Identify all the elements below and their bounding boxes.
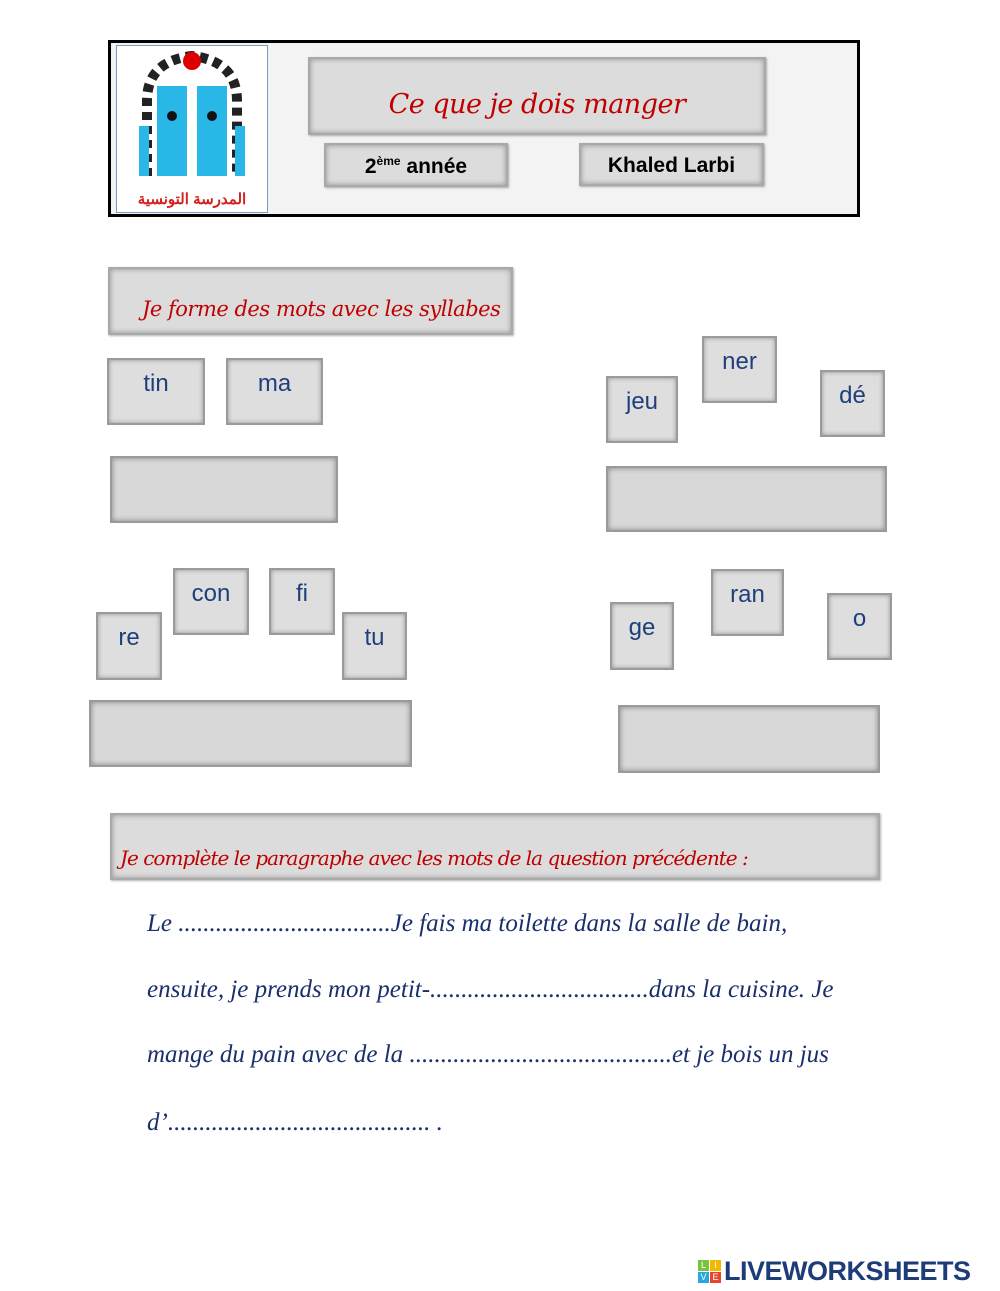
syllable-tile[interactable]: ma bbox=[226, 358, 323, 425]
grade-word: année bbox=[406, 155, 468, 178]
author-box bbox=[579, 143, 764, 186]
syllable-tile[interactable]: ran bbox=[711, 569, 784, 636]
syllable-tile[interactable]: tin bbox=[107, 358, 205, 425]
badge-letter: I bbox=[710, 1260, 721, 1271]
answer-drop-zone[interactable] bbox=[110, 456, 338, 523]
answer-drop-zone[interactable] bbox=[606, 466, 887, 532]
brand-name: LIVEWORKSHEETS bbox=[724, 1256, 971, 1286]
line-text: mange du pain avec de la bbox=[147, 1041, 410, 1068]
worksheet-title: Ce que je dois manger bbox=[388, 89, 686, 120]
paragraph-line bbox=[147, 910, 787, 938]
title-box bbox=[308, 57, 766, 135]
answer-drop-zone[interactable] bbox=[618, 705, 880, 773]
syllable-tile[interactable]: tu bbox=[342, 612, 407, 680]
badge-letter: V bbox=[698, 1272, 709, 1283]
author-name: Khaled Larbi bbox=[607, 154, 736, 177]
syllable-tile[interactable]: o bbox=[827, 593, 892, 660]
blank-field[interactable]: .................................. bbox=[178, 910, 391, 937]
grade-number: 2 bbox=[364, 155, 377, 178]
line-text: et je bois un jus bbox=[671, 1041, 829, 1068]
badge-letter: E bbox=[710, 1272, 721, 1283]
door-logo-icon bbox=[117, 46, 267, 186]
logo-text: المدرسة التونسية bbox=[137, 191, 247, 208]
school-logo bbox=[116, 45, 268, 213]
syllable-tile[interactable]: jeu bbox=[606, 376, 678, 443]
live-badge-icon bbox=[698, 1260, 721, 1283]
section2-title-box bbox=[110, 813, 880, 880]
blank-field[interactable]: ................................... bbox=[430, 976, 649, 1003]
line-text: dans la cuisine. Je bbox=[648, 976, 834, 1003]
blank-field[interactable]: .......................................... bbox=[167, 1109, 431, 1136]
section2-title: Je complète le paragraphe avec les mots de la question précédente : bbox=[120, 846, 748, 870]
line-text: ensuite, je prends mon petit- bbox=[147, 976, 431, 1003]
paragraph-line bbox=[147, 1041, 829, 1069]
answer-drop-zone[interactable] bbox=[89, 700, 412, 767]
header-frame bbox=[108, 40, 860, 217]
line-text: d’ bbox=[147, 1109, 168, 1136]
grade-sup: ème bbox=[376, 154, 401, 168]
paragraph-line bbox=[147, 1109, 443, 1137]
syllable-tile[interactable]: re bbox=[96, 612, 162, 680]
liveworksheets-logo[interactable] bbox=[698, 1256, 971, 1287]
syllable-tile[interactable]: fi bbox=[269, 568, 335, 635]
syllable-tile[interactable]: ge bbox=[610, 602, 674, 670]
section1-title: Je forme des mots avec les syllabes bbox=[142, 297, 501, 321]
line-text: Je fais ma toilette dans la salle de bain, bbox=[390, 910, 788, 937]
syllable-tile[interactable]: con bbox=[173, 568, 249, 635]
section1-title-box bbox=[108, 267, 513, 335]
badge-letter: L bbox=[698, 1260, 709, 1271]
syllable-tile[interactable]: dé bbox=[820, 370, 885, 437]
blank-field[interactable]: .......................................... bbox=[409, 1041, 672, 1068]
syllable-tile[interactable]: ner bbox=[702, 336, 777, 403]
line-text: . bbox=[430, 1109, 443, 1136]
line-text: Le bbox=[147, 910, 179, 937]
grade-box bbox=[324, 143, 508, 187]
paragraph-line bbox=[147, 976, 833, 1004]
